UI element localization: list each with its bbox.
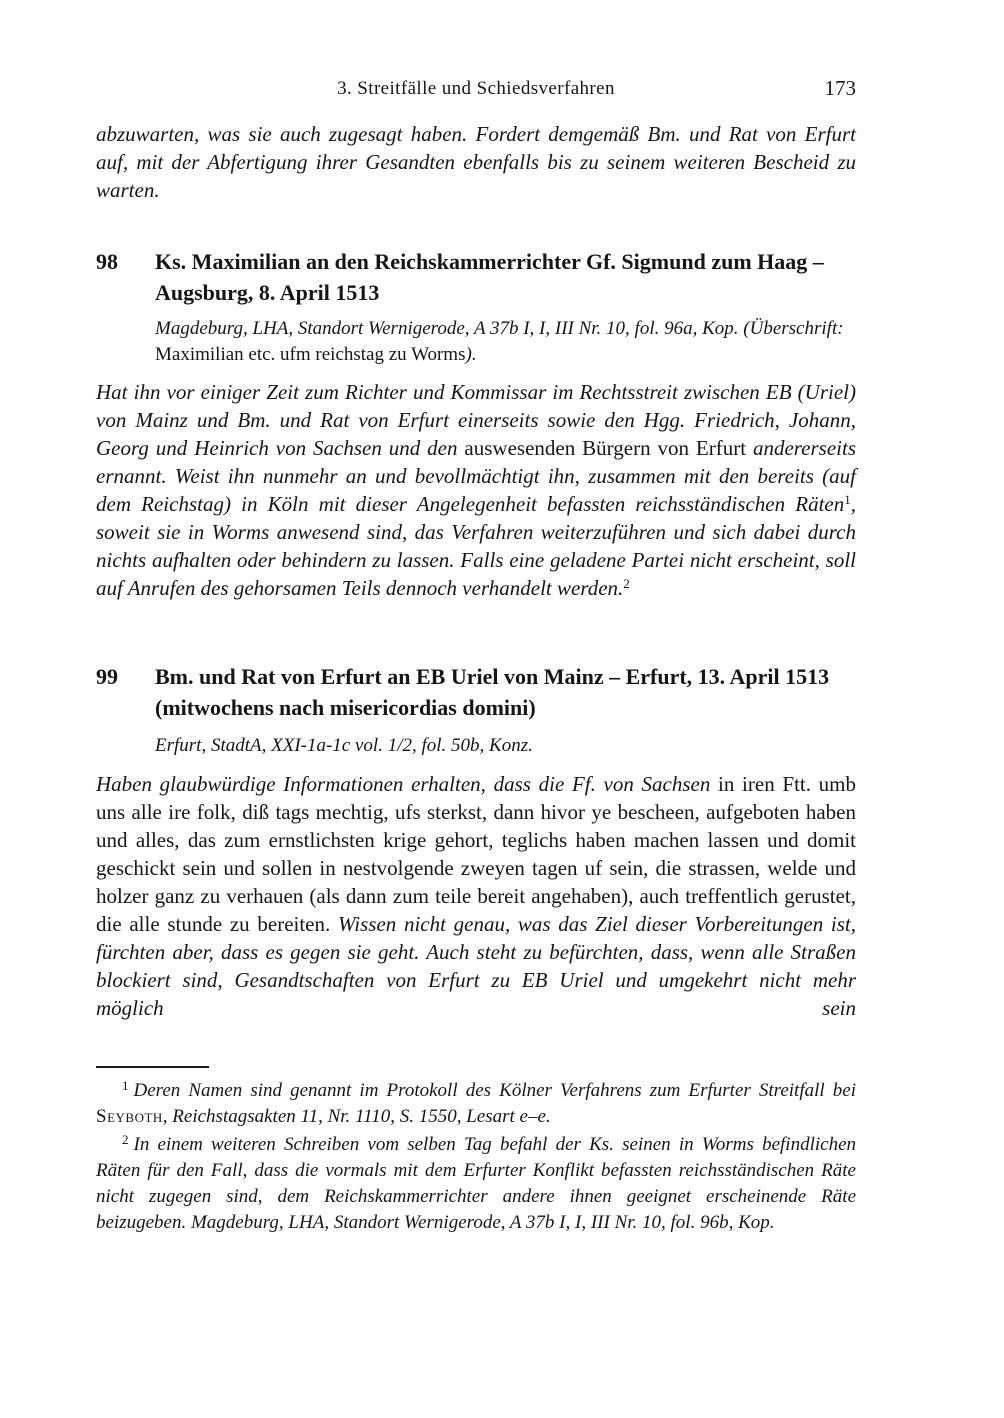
entry-99-source-archive: Erfurt, StadtA, XXI-1a-1c vol. 1/2, fol. 50b, Konz. xyxy=(155,735,533,756)
entry-98-summary-part-1: Hat ihn vor einiger Zeit zum Richter und Kommissar im Rechtsstreit zwischen EB (Uriel) von Mainz und Bm. und Rat von Erfurt einerseits sowie den Hgg. Friedrich, Johann, Georg und Heinrich von Sachsen und den xyxy=(96,380,856,460)
entry-98-source-close: ). xyxy=(465,344,477,365)
entry-98-summary-part-3: , soweit sie in Worms anwesend sind, das Verfahren weiterzuführen und sich dabei durch nichts aufhalten oder behindern zu lassen. Falls eine geladene Partei nicht erscheint, soll auf Anrufen des gehorsamen Teils dennoch verhandelt werden. xyxy=(96,492,856,600)
footnote-ref-1: 1 xyxy=(844,492,851,507)
entry-99-summary-part-2: Wissen nicht genau, was das Ziel dieser Vorbereitungen ist, fürchten aber, dass es gegen sie geht. Auch steht zu befürchten, dass, wenn alle Straßen blockiert sind, Gesandtschaften von Erfurt zu EB Uriel und umgekehrt nicht mehr möglich sein xyxy=(96,912,856,1020)
entry-99-summary xyxy=(96,770,856,1022)
entry-98-summary-quote: auswesenden Bürgern von Erfurt xyxy=(464,436,747,460)
entry-99-source xyxy=(155,733,856,759)
entry-98-heading xyxy=(96,246,856,308)
entry-98-summary xyxy=(96,378,856,602)
footnote-2-text: In einem weiteren Schreiben vom selben Tag befahl der Ks. seinen in Worms befindlichen Räten für den Fall, dass die vormals mit dem Erfurter Konflikt befassten reichsständischen Räte nicht zugegen sind, dem Reichskammerrichter andere ihnen geeignet erscheinende Räte beizugeben. Magdeburg, LHA, Standort Wernigerode, A 37b I, I, III Nr. 10, fol. 96b, Kop. xyxy=(96,1134,856,1233)
entry-99-summary-part-1: Haben glaubwürdige Informationen erhalten, dass die Ff. von Sachsen xyxy=(96,772,719,796)
footnote-2 xyxy=(96,1132,856,1236)
running-head-section-title: 3. Streitfälle und Schiedsverfahren xyxy=(337,78,615,99)
page-number: 173 xyxy=(824,76,856,100)
entry-98-summary-part-2: andererseits ernannt. Weist ihn nunmehr an und bevollmächtigt ihn, zusammen mit den bereits (auf dem Reichstag) in Köln mit dieser Angelegenheit befassten reichsständischen Räten xyxy=(96,436,857,516)
entry-99-summary-quote: in iren Ftt. umb uns alle ire folk, diß tags mechtig, ufs sterkst, dann hivor ye bescheen, aufgeboten haben und alles, das zum ernstlichsten krige gehort, teglichs haben machen lassen und domit geschickt sein und sollen in nestvolgende zweyen tagen uf sein, die strassen, welde und holzer ganz zu verhauen (als dann zum teile bereit angehaben), auch treffentlich gerustet, die alle stunde zu bereiten. xyxy=(96,772,856,936)
entry-99-heading xyxy=(96,661,856,723)
footnote-ref-2: 2 xyxy=(623,576,630,591)
entry-99-number: 99 xyxy=(96,664,118,689)
footnote-1 xyxy=(96,1078,856,1130)
footnote-2-marker: 2 xyxy=(122,1132,129,1147)
running-head xyxy=(96,78,856,100)
footnote-1-text-part-1: Deren Namen sind genannt im Protokoll des Kölner Verfahrens zum Erfurter Streitfall bei xyxy=(133,1080,856,1101)
entry-99-title: Bm. und Rat von Erfurt an EB Uriel von Mainz – Erfurt, 13. April 1513 (mitwochens nach misericordias domini) xyxy=(155,664,830,720)
footnote-1-author-name: Seyboth xyxy=(96,1106,163,1127)
entry-98-source xyxy=(155,316,856,368)
entry-98-source-heading-quote: Maximilian etc. ufm reichstag zu Worms xyxy=(155,344,466,365)
entry-98-title: Ks. Maximilian an den Reichskammerrichter Gf. Sigmund zum Haag – Augsburg, 8. April 1513 xyxy=(155,249,824,305)
entry-98-number: 98 xyxy=(96,249,118,274)
continuation-paragraph: abzuwarten, was sie auch zugesagt haben. Fordert demgemäß Bm. und Rat von Erfurt auf, mit der Abfertigung ihrer Gesandten ebenfalls bis zu seinem weiteren Bescheid zu warten. xyxy=(96,122,856,202)
entry-98-source-archive: Magdeburg, LHA, Standort Wernigerode, A 37b I, I, III Nr. 10, fol. 96a, Kop. (Überschrift: xyxy=(155,318,844,339)
footnote-separator-rule xyxy=(96,1066,209,1068)
footnote-1-marker: 1 xyxy=(122,1078,129,1093)
footnote-1-text-part-2: , Reichstagsakten 11, Nr. 1110, S. 1550, Lesart e–e. xyxy=(162,1106,551,1127)
